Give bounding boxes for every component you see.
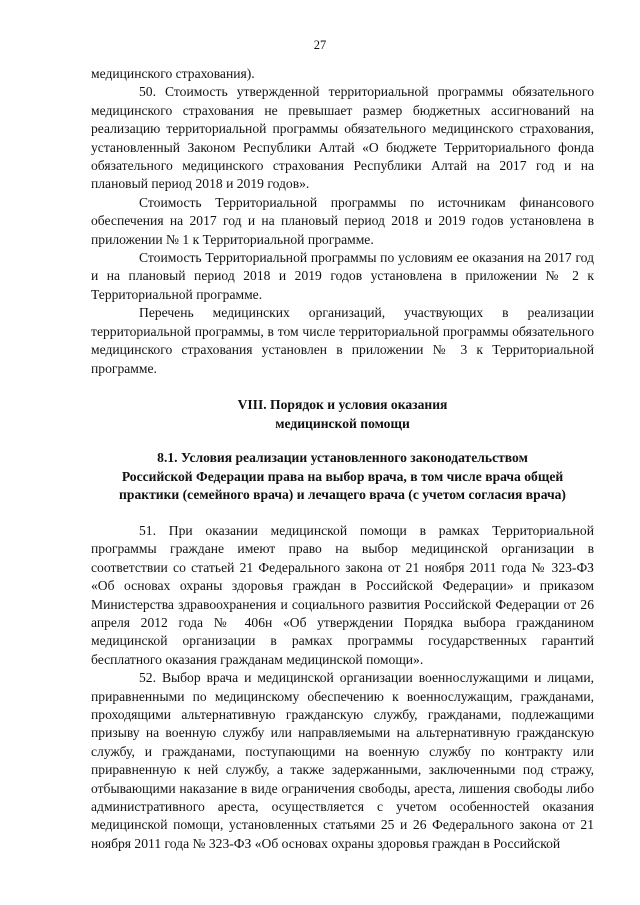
section-heading-line-1: VIII. Порядок и условия оказания <box>237 396 448 412</box>
page-number: 27 <box>313 38 327 52</box>
document-body <box>91 65 594 853</box>
paragraph-continuation: медицинского страхования). <box>91 66 255 81</box>
paragraph-organizations-list: Перечень медицинских организаций, участвующих в реализации территориальной программы, в том числе территориальной программы обязательного медицинского страхования установлен в приложении № 3 к Территориальной программе. <box>91 305 594 376</box>
paragraph-52: 52. Выбор врача и медицинской организации военнослужащими и лицами, приравненными по медицинскому обеспечению к военнослужащим, гражданами, проходящими альтернативную гражданскую службу, гражданами, подлежащими призыву на военную службу или направляемыми на альтернативную гражданскую службу, и гражданами, поступающими на военную службу по контракту или приравненную к ней службу, а также задержанными, заключенными под стражу, отбывающими наказание в виде ограничения свободы, ареста, лишения свободы либо административного ареста, осуществляется с учетом особенностей оказания медицинской помощи, установленных статьями 25 и 26 Федерального закона от 21 ноября 2011 года № 323-ФЗ «Об основах охраны здоровья граждан в Российской <box>91 670 594 851</box>
section-heading-line-2: медицинской помощи <box>275 415 410 431</box>
subsection-heading-line-3: практики (семейного врача) и лечащего врача (с учетом согласия врача) <box>119 487 566 503</box>
section-heading <box>91 396 594 433</box>
subsection-heading-line-2: Российской Федерации права на выбор врача, в том числе врача общей <box>121 468 564 484</box>
subsection-heading <box>91 449 594 505</box>
paragraph-cost-sources: Стоимость Территориальной программы по источникам финансового обеспечения на 2017 год и на плановый период 2018 и 2019 годов установлена в приложении № 1 к Территориальной программе. <box>91 194 594 247</box>
paragraph-51: 51. При оказании медицинской помощи в рамках Территориальной программы граждане имеют право на выбор медицинской организации в соответствии со статьей 21 Федерального закона от 21 ноября 2011 года № 323-ФЗ «Об основах охраны здоровья граждан в Российской Федерации» и приказом Министерства здравоохранения и социального развития Российской Федерации от 26 апреля 2012 года № 406н «Об утверждении Порядка выбора гражданином медицинской организации в рамках программы государственных гарантий бесплатного оказания гражданам медицинской помощи». <box>91 522 594 667</box>
paragraph-50: 50. Стоимость утвержденной территориальной программы обязательного медицинского страхования не превышает размер бюджетных ассигнований на реализацию территориальной программы обязательного медицинского страхования, установленный Законом Республики Алтай «О бюджете Территориального фонда обязательного медицинского страхования Республики Алтай на 2017 год и на плановый период 2018 и 2019 годов». <box>91 84 594 192</box>
paragraph-cost-conditions: Стоимость Территориальной программы по условиям ее оказания на 2017 год и на плановый период 2018 и 2019 годов установлена в приложении № 2 к Территориальной программе. <box>91 250 594 302</box>
subsection-heading-line-1: 8.1. Условия реализации установленного законодательством <box>157 450 528 466</box>
